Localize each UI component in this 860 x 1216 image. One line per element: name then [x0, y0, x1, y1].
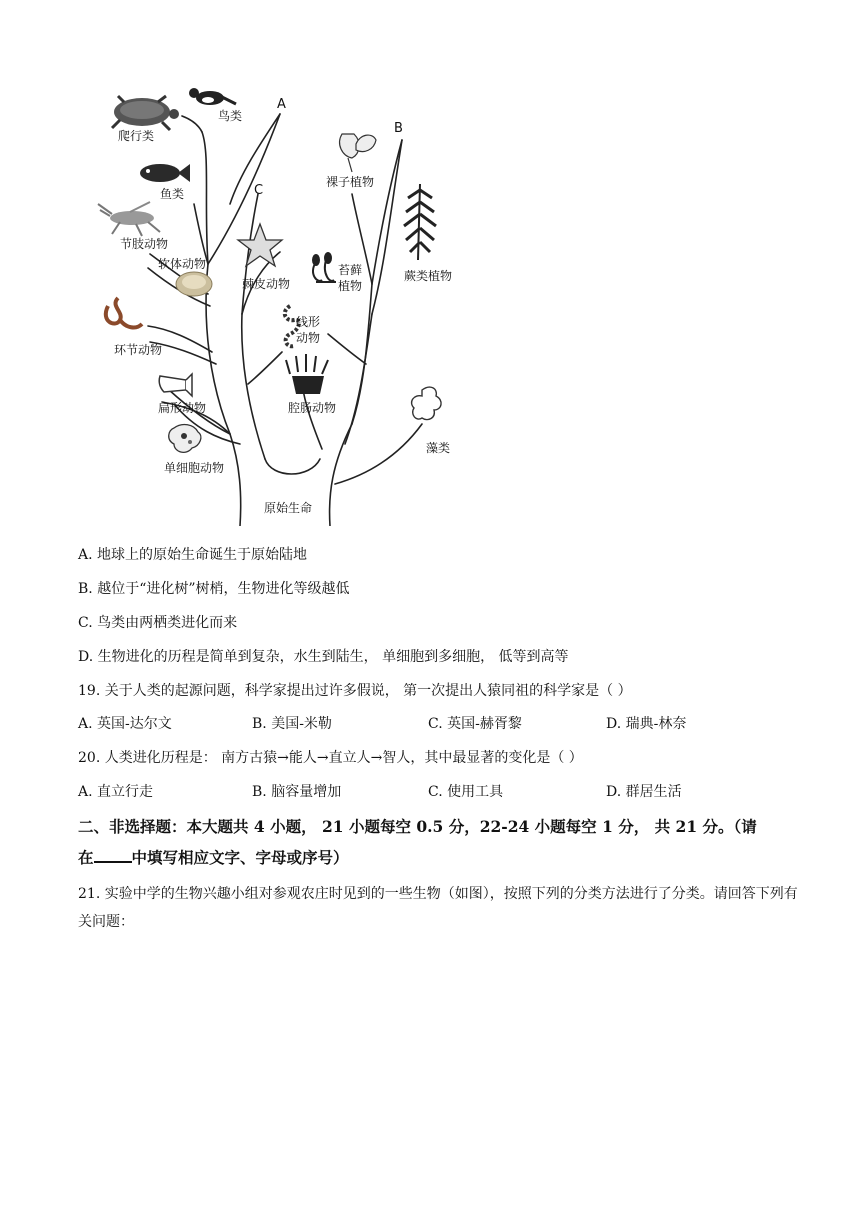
- cnidarian-icon: [286, 354, 328, 394]
- evolution-tree-figure: [90, 84, 470, 526]
- section-2-heading-post: 中填写相应文字、字母或序号）: [131, 848, 349, 867]
- q19-option-d: D. 瑞典-林奈: [606, 716, 687, 732]
- q21-text: 21. 实验中学的生物兴趣小组对参观农庄时见到的一些生物（如图），按照下列的分类方法进行了分类。请回答下列有关问题：: [78, 886, 798, 930]
- q19-stem: 19. 关于人类的起源问题，科学家提出过许多假说， 第一次提出人猿同祖的科学家是（ ）: [78, 683, 632, 699]
- q19-option-b: B. 美国-米勒: [252, 716, 332, 732]
- label-gymnosperms: 裸子植物: [326, 175, 375, 189]
- bryophyte-icon: [312, 252, 336, 282]
- q20-option-a: A. 直立行走: [78, 784, 154, 800]
- bird-icon: [189, 88, 236, 105]
- q18-option-c: C. 鸟类由两栖类进化而来: [78, 615, 238, 631]
- label-algae: 藻类: [426, 441, 451, 455]
- label-bryophytes-2: 植物: [338, 279, 363, 293]
- label-echinoderms: 棘皮动物: [242, 277, 291, 291]
- label-nematodes-2: 动物: [296, 331, 321, 345]
- label-protozoa: 单细胞动物: [164, 461, 225, 475]
- label-branch-a: A: [277, 97, 286, 112]
- fern-icon: [404, 184, 436, 260]
- label-branch-c: C: [254, 183, 264, 198]
- q18-option-b: B. 越位于“进化树”树梢，生物进化等级越低: [78, 581, 350, 597]
- label-arthropods: 节肢动物: [120, 237, 169, 251]
- q20-option-b: B. 脑容量增加: [252, 784, 342, 800]
- label-bryophytes-1: 苔藓: [338, 263, 363, 277]
- label-origin: 原始生命: [264, 501, 313, 515]
- label-reptiles: 爬行类: [118, 129, 155, 143]
- q20-option-d: D. 群居生活: [606, 784, 682, 800]
- protozoa-icon: [169, 425, 201, 453]
- label-fish: 鱼类: [160, 187, 185, 201]
- q19-option-a: A. 英国-达尔文: [78, 716, 172, 732]
- annelid-icon: [106, 298, 142, 327]
- q18-option-d: D. 生物进化的历程是简单到复杂，水生到陆生， 单细胞到多细胞， 低等到高等: [78, 649, 569, 665]
- arthropod-icon: [98, 202, 160, 236]
- evolution-tree-svg: [90, 84, 470, 526]
- section-2-heading-pre: 在: [78, 848, 94, 867]
- section-2-heading-line2: [78, 847, 349, 869]
- reptile-icon: [112, 96, 179, 130]
- label-birds: 鸟类: [218, 109, 243, 123]
- mollusk-icon: [176, 272, 212, 296]
- label-branch-b: B: [394, 121, 403, 136]
- label-flatworms: 扁形动物: [158, 401, 207, 415]
- label-ferns: 蕨类植物: [404, 269, 453, 283]
- label-cnidarians: 腔肠动物: [288, 401, 337, 415]
- fill-blank-underline: [94, 847, 132, 863]
- echinoderm-icon: [238, 224, 282, 266]
- label-annelids: 环节动物: [114, 343, 163, 357]
- section-2-heading-line1: 二、非选择题：本大题共 4 小题， 21 小题每空 0.5 分，22-24 小题每空 1 分， 共 21 分。（请: [78, 817, 757, 836]
- q18-option-a: A. 地球上的原始生命诞生于原始陆地: [78, 547, 308, 563]
- label-mollusks: 软体动物: [158, 257, 207, 271]
- q19-option-c: C. 英国-赫胥黎: [428, 716, 522, 732]
- q20-option-c: C. 使用工具: [428, 784, 504, 800]
- flatworm-icon: [159, 374, 192, 396]
- label-nematodes-1: 线形: [296, 315, 321, 329]
- algae-icon: [412, 387, 442, 419]
- q20-stem: 20. 人类进化历程是： 南方古猿→能人→直立人→智人，其中最显著的变化是（ ）: [78, 750, 583, 766]
- gymnosperm-icon: [340, 134, 376, 172]
- fish-icon: [140, 164, 190, 182]
